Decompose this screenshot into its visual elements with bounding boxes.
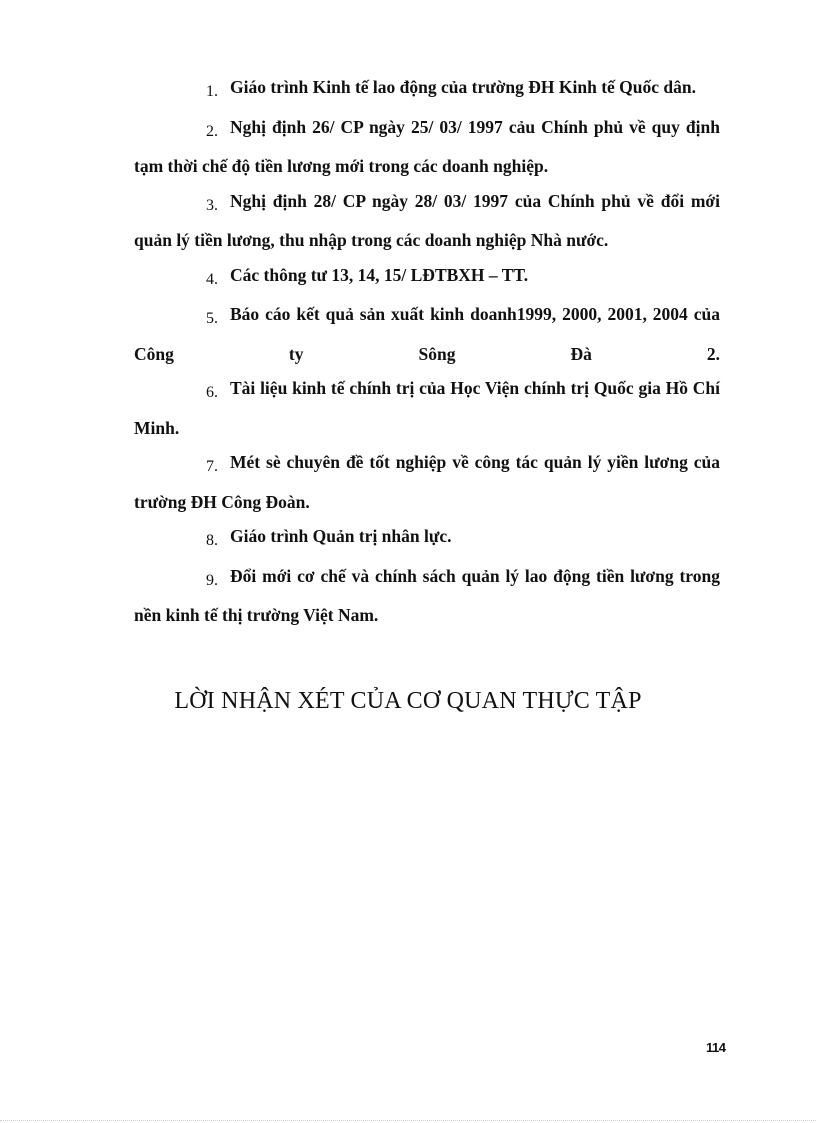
reference-text: Nghị định 28/ CP ngày 28/ 03/ 1997 của Chính phủ về đổi mới quản lý tiền lương, thu nhập trong các doanh nghiệp Nhà nước. [134, 190, 720, 250]
reference-number: 1. [206, 83, 218, 100]
reference-item [134, 70, 720, 110]
reference-text: Tài liệu kinh tế chính trị của Học Viện chính trị Quốc gia Hồ Chí Minh. [134, 378, 720, 438]
reference-item [134, 110, 720, 184]
reference-text: Nghị định 26/ CP ngày 25/ 03/ 1997 cảu Chính phủ về quy định tạm thời chế độ tiền lương mới trong các doanh nghiệp. [134, 116, 720, 176]
reference-number: 3. [206, 196, 218, 214]
reference-number: 4. [206, 270, 218, 288]
reference-text: Mét sè chuyên đề tốt nghiệp về công tác quản lý yiền lương của trường ĐH Công Đoàn. [134, 452, 720, 512]
reference-item [134, 258, 720, 298]
reference-item [134, 371, 720, 445]
reference-text: Báo cáo kết quả sản xuất kinh doanh1999, 2000, 2001, 2004 của Công ty Sông Đà 2. [134, 304, 720, 364]
page-number: 114 [706, 1040, 726, 1055]
reference-number: 7. [206, 458, 218, 475]
reference-text: Giáo trình Quản trị nhân lực. [230, 526, 452, 546]
page-bottom-divider [0, 1120, 816, 1121]
reference-number: 6. [206, 384, 218, 401]
section-heading: LỜI NHẬN XÉT CỦA CƠ QUAN THỰC TẬP [174, 688, 642, 714]
reference-text: Giáo trình Kinh tế lao động của trường ĐH Kinh tế Quốc dân. [230, 77, 697, 97]
reference-number: 5. [206, 310, 218, 327]
reference-item [134, 519, 720, 559]
reference-text: Đổi mới cơ chế và chính sách quản lý lao động tiền lương trong nền kinh tế thị trường Việt Nam. [134, 565, 720, 625]
reference-item [134, 445, 720, 519]
reference-item [134, 297, 720, 371]
reference-list [134, 70, 720, 633]
reference-number: 8. [206, 532, 218, 549]
reference-number: 9. [206, 571, 218, 589]
reference-item [134, 559, 720, 633]
reference-text: Các thông tư 13, 14, 15/ LĐTBXH – TT. [230, 264, 529, 285]
reference-number: 2. [206, 122, 218, 140]
reference-item [134, 184, 720, 258]
